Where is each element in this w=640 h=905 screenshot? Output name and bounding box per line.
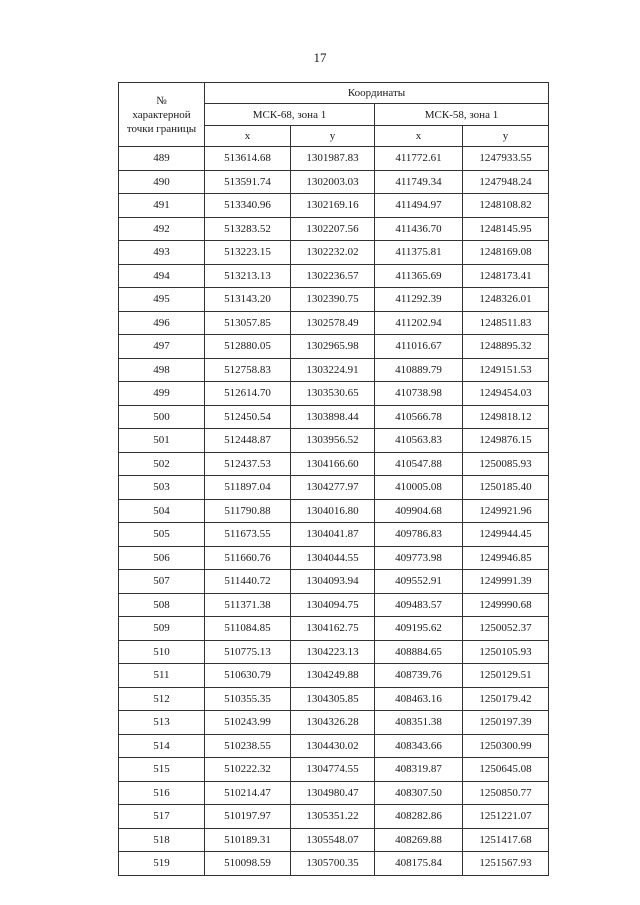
msk58-y-cell: 1247948.24 xyxy=(463,170,549,194)
msk58-x-cell: 411772.61 xyxy=(375,147,463,171)
msk68-y-cell: 1304774.55 xyxy=(291,758,375,782)
msk58-y-cell: 1250179.42 xyxy=(463,687,549,711)
msk68-x-cell: 511440.72 xyxy=(205,570,291,594)
msk68-x-cell: 513057.85 xyxy=(205,311,291,335)
msk58-y-cell: 1250105.93 xyxy=(463,640,549,664)
msk58-y-cell: 1249990.68 xyxy=(463,593,549,617)
table-row xyxy=(119,217,549,241)
point-number-cell: 498 xyxy=(119,358,205,382)
msk58-x-cell: 411292.39 xyxy=(375,288,463,312)
point-number-cell: 503 xyxy=(119,476,205,500)
point-number-cell: 515 xyxy=(119,758,205,782)
msk68-x-cell: 512758.83 xyxy=(205,358,291,382)
msk58-x-cell: 411202.94 xyxy=(375,311,463,335)
msk68-y-cell: 1303956.52 xyxy=(291,429,375,453)
msk68-y-cell: 1304166.60 xyxy=(291,452,375,476)
msk68-y-cell: 1302207.56 xyxy=(291,217,375,241)
msk68-x-cell: 513614.68 xyxy=(205,147,291,171)
table-row xyxy=(119,358,549,382)
msk68-x-cell: 512880.05 xyxy=(205,335,291,359)
msk68-y-cell: 1304162.75 xyxy=(291,617,375,641)
msk68-x-cell: 510098.59 xyxy=(205,852,291,876)
point-number-cell: 510 xyxy=(119,640,205,664)
point-number-header-line-1: № xyxy=(156,94,167,107)
msk58-y-cell: 1250129.51 xyxy=(463,664,549,688)
msk58-x-cell: 410738.98 xyxy=(375,382,463,406)
msk58-y-cell: 1248326.01 xyxy=(463,288,549,312)
msk58-x-cell: 411494.97 xyxy=(375,194,463,218)
table-row xyxy=(119,429,549,453)
msk68-y-cell: 1304044.55 xyxy=(291,546,375,570)
point-number-cell: 490 xyxy=(119,170,205,194)
msk58-y-cell: 1249921.96 xyxy=(463,499,549,523)
msk68-y-cell: 1302965.98 xyxy=(291,335,375,359)
msk68-y-cell: 1302390.75 xyxy=(291,288,375,312)
table-row xyxy=(119,828,549,852)
msk58-y-cell: 1250085.93 xyxy=(463,452,549,476)
msk68-y-cell: 1304016.80 xyxy=(291,499,375,523)
table-row xyxy=(119,734,549,758)
msk68-x-cell: 510214.47 xyxy=(205,781,291,805)
msk68-y-cell: 1304093.94 xyxy=(291,570,375,594)
msk58-x-cell: 408269.88 xyxy=(375,828,463,852)
msk58-y-cell: 1249454.03 xyxy=(463,382,549,406)
msk68-y-cell: 1304249.88 xyxy=(291,664,375,688)
msk68-x-cell: 512437.53 xyxy=(205,452,291,476)
msk58-x-cell: 410005.08 xyxy=(375,476,463,500)
msk68-y-cell: 1302003.03 xyxy=(291,170,375,194)
msk58-y-cell: 1248108.82 xyxy=(463,194,549,218)
msk68-x-cell: 513143.20 xyxy=(205,288,291,312)
point-number-cell: 508 xyxy=(119,593,205,617)
msk58-y-cell: 1248173.41 xyxy=(463,264,549,288)
msk68-y-cell: 1305351.22 xyxy=(291,805,375,829)
table-row xyxy=(119,476,549,500)
msk58-x-cell: 411365.69 xyxy=(375,264,463,288)
table-row xyxy=(119,499,549,523)
msk58-x-cell: 408351.38 xyxy=(375,711,463,735)
msk58-y-cell: 1249991.39 xyxy=(463,570,549,594)
table-row xyxy=(119,758,549,782)
point-number-cell: 499 xyxy=(119,382,205,406)
msk58-x-cell: 409786.83 xyxy=(375,523,463,547)
point-number-cell: 506 xyxy=(119,546,205,570)
table-row xyxy=(119,452,549,476)
point-number-cell: 517 xyxy=(119,805,205,829)
point-number-cell: 512 xyxy=(119,687,205,711)
msk58-y-cell: 1251567.93 xyxy=(463,852,549,876)
table-row xyxy=(119,781,549,805)
msk58-y-cell: 1249944.45 xyxy=(463,523,549,547)
point-number-cell: 516 xyxy=(119,781,205,805)
point-number-cell: 495 xyxy=(119,288,205,312)
msk68-x-cell: 513591.74 xyxy=(205,170,291,194)
msk68-x-cell: 513340.96 xyxy=(205,194,291,218)
msk68-x-cell: 511084.85 xyxy=(205,617,291,641)
table-row xyxy=(119,405,549,429)
table-row xyxy=(119,687,549,711)
point-number-cell: 502 xyxy=(119,452,205,476)
point-number-cell: 492 xyxy=(119,217,205,241)
msk58-y-cell: 1251417.68 xyxy=(463,828,549,852)
msk58-x-cell: 411375.81 xyxy=(375,241,463,265)
system-header-msk68: МСК-68, зона 1 xyxy=(205,104,375,126)
table-row xyxy=(119,241,549,265)
msk68-y-cell: 1304980.47 xyxy=(291,781,375,805)
msk68-y-cell: 1304430.02 xyxy=(291,734,375,758)
table-row xyxy=(119,382,549,406)
coordinates-header: Координаты xyxy=(205,83,549,104)
msk68-x-cell: 510238.55 xyxy=(205,734,291,758)
msk58-y-cell: 1250850.77 xyxy=(463,781,549,805)
point-number-cell: 491 xyxy=(119,194,205,218)
msk68-x-cell: 511673.55 xyxy=(205,523,291,547)
point-number-cell: 501 xyxy=(119,429,205,453)
msk68-x-cell: 510630.79 xyxy=(205,664,291,688)
msk68-y-cell: 1302578.49 xyxy=(291,311,375,335)
msk58-x-cell: 410563.83 xyxy=(375,429,463,453)
msk58-x-cell: 409904.68 xyxy=(375,499,463,523)
msk68-y-cell: 1305548.07 xyxy=(291,828,375,852)
msk58-x-cell: 408884.65 xyxy=(375,640,463,664)
table-row xyxy=(119,593,549,617)
msk58-y-cell: 1249946.85 xyxy=(463,546,549,570)
table-row xyxy=(119,523,549,547)
msk68-y-cell: 1302236.57 xyxy=(291,264,375,288)
msk68-x-cell: 511660.76 xyxy=(205,546,291,570)
axis-header-y-msk58: y xyxy=(463,126,549,147)
msk58-y-cell: 1248169.08 xyxy=(463,241,549,265)
point-number-cell: 496 xyxy=(119,311,205,335)
table-row xyxy=(119,311,549,335)
point-number-cell: 489 xyxy=(119,147,205,171)
msk68-y-cell: 1305700.35 xyxy=(291,852,375,876)
msk68-y-cell: 1303530.65 xyxy=(291,382,375,406)
table-row xyxy=(119,805,549,829)
msk68-y-cell: 1302232.02 xyxy=(291,241,375,265)
table-row xyxy=(119,570,549,594)
msk58-y-cell: 1250052.37 xyxy=(463,617,549,641)
msk58-x-cell: 408282.86 xyxy=(375,805,463,829)
point-number-cell: 494 xyxy=(119,264,205,288)
msk58-x-cell: 408175.84 xyxy=(375,852,463,876)
msk58-x-cell: 409483.57 xyxy=(375,593,463,617)
point-number-cell: 511 xyxy=(119,664,205,688)
msk58-y-cell: 1251221.07 xyxy=(463,805,549,829)
axis-header-x-msk58: x xyxy=(375,126,463,147)
msk68-y-cell: 1304305.85 xyxy=(291,687,375,711)
msk58-y-cell: 1248895.32 xyxy=(463,335,549,359)
table-row xyxy=(119,264,549,288)
point-number-header-line-3: точки границы xyxy=(126,122,197,135)
msk58-y-cell: 1250645.08 xyxy=(463,758,549,782)
msk58-x-cell: 410566.78 xyxy=(375,405,463,429)
table-row xyxy=(119,147,549,171)
msk58-x-cell: 408319.87 xyxy=(375,758,463,782)
msk58-x-cell: 409195.62 xyxy=(375,617,463,641)
point-number-header xyxy=(119,83,205,147)
msk68-y-cell: 1302169.16 xyxy=(291,194,375,218)
msk58-x-cell: 408307.50 xyxy=(375,781,463,805)
msk68-x-cell: 510197.97 xyxy=(205,805,291,829)
msk58-x-cell: 408739.76 xyxy=(375,664,463,688)
msk58-x-cell: 411016.67 xyxy=(375,335,463,359)
msk58-x-cell: 411436.70 xyxy=(375,217,463,241)
msk68-y-cell: 1304277.97 xyxy=(291,476,375,500)
msk58-x-cell: 408463.16 xyxy=(375,687,463,711)
msk58-y-cell: 1249818.12 xyxy=(463,405,549,429)
msk68-x-cell: 511897.04 xyxy=(205,476,291,500)
msk68-y-cell: 1304223.13 xyxy=(291,640,375,664)
point-number-cell: 509 xyxy=(119,617,205,641)
msk68-x-cell: 510775.13 xyxy=(205,640,291,664)
page-number: 17 xyxy=(313,50,327,65)
msk58-x-cell: 410889.79 xyxy=(375,358,463,382)
msk68-x-cell: 510243.99 xyxy=(205,711,291,735)
table-header xyxy=(119,83,549,147)
msk68-y-cell: 1304041.87 xyxy=(291,523,375,547)
axis-header-y-msk68: y xyxy=(291,126,375,147)
msk68-x-cell: 511371.38 xyxy=(205,593,291,617)
msk58-x-cell: 409773.98 xyxy=(375,546,463,570)
table-row xyxy=(119,170,549,194)
table-row xyxy=(119,617,549,641)
msk58-y-cell: 1250197.39 xyxy=(463,711,549,735)
msk58-x-cell: 410547.88 xyxy=(375,452,463,476)
system-header-msk58: МСК-58, зона 1 xyxy=(375,104,549,126)
table-row xyxy=(119,546,549,570)
table-row xyxy=(119,335,549,359)
msk58-x-cell: 411749.34 xyxy=(375,170,463,194)
msk68-x-cell: 513223.15 xyxy=(205,241,291,265)
table-row xyxy=(119,640,549,664)
point-number-cell: 500 xyxy=(119,405,205,429)
msk68-y-cell: 1304326.28 xyxy=(291,711,375,735)
point-number-header-line-2: характерной xyxy=(132,108,191,121)
point-number-cell: 497 xyxy=(119,335,205,359)
table-row xyxy=(119,288,549,312)
msk58-y-cell: 1249151.53 xyxy=(463,358,549,382)
msk68-x-cell: 510222.32 xyxy=(205,758,291,782)
point-number-cell: 505 xyxy=(119,523,205,547)
msk68-x-cell: 512448.87 xyxy=(205,429,291,453)
msk68-y-cell: 1304094.75 xyxy=(291,593,375,617)
msk68-x-cell: 513283.52 xyxy=(205,217,291,241)
table-row xyxy=(119,711,549,735)
msk58-y-cell: 1250300.99 xyxy=(463,734,549,758)
msk68-x-cell: 512614.70 xyxy=(205,382,291,406)
msk58-y-cell: 1250185.40 xyxy=(463,476,549,500)
axis-header-x-msk68: x xyxy=(205,126,291,147)
msk68-y-cell: 1301987.83 xyxy=(291,147,375,171)
msk68-x-cell: 510355.35 xyxy=(205,687,291,711)
msk68-x-cell: 510189.31 xyxy=(205,828,291,852)
table-row xyxy=(119,664,549,688)
msk58-y-cell: 1248511.83 xyxy=(463,311,549,335)
point-number-cell: 518 xyxy=(119,828,205,852)
coordinates-table xyxy=(118,82,549,876)
point-number-cell: 504 xyxy=(119,499,205,523)
msk58-y-cell: 1247933.55 xyxy=(463,147,549,171)
msk58-x-cell: 409552.91 xyxy=(375,570,463,594)
msk58-x-cell: 408343.66 xyxy=(375,734,463,758)
msk58-y-cell: 1248145.95 xyxy=(463,217,549,241)
table-row xyxy=(119,852,549,876)
point-number-cell: 519 xyxy=(119,852,205,876)
msk68-x-cell: 513213.13 xyxy=(205,264,291,288)
point-number-cell: 514 xyxy=(119,734,205,758)
table-body xyxy=(119,147,549,876)
msk58-y-cell: 1249876.15 xyxy=(463,429,549,453)
point-number-cell: 513 xyxy=(119,711,205,735)
msk68-y-cell: 1303224.91 xyxy=(291,358,375,382)
msk68-y-cell: 1303898.44 xyxy=(291,405,375,429)
msk68-x-cell: 511790.88 xyxy=(205,499,291,523)
point-number-cell: 493 xyxy=(119,241,205,265)
point-number-cell: 507 xyxy=(119,570,205,594)
table-row xyxy=(119,194,549,218)
msk68-x-cell: 512450.54 xyxy=(205,405,291,429)
